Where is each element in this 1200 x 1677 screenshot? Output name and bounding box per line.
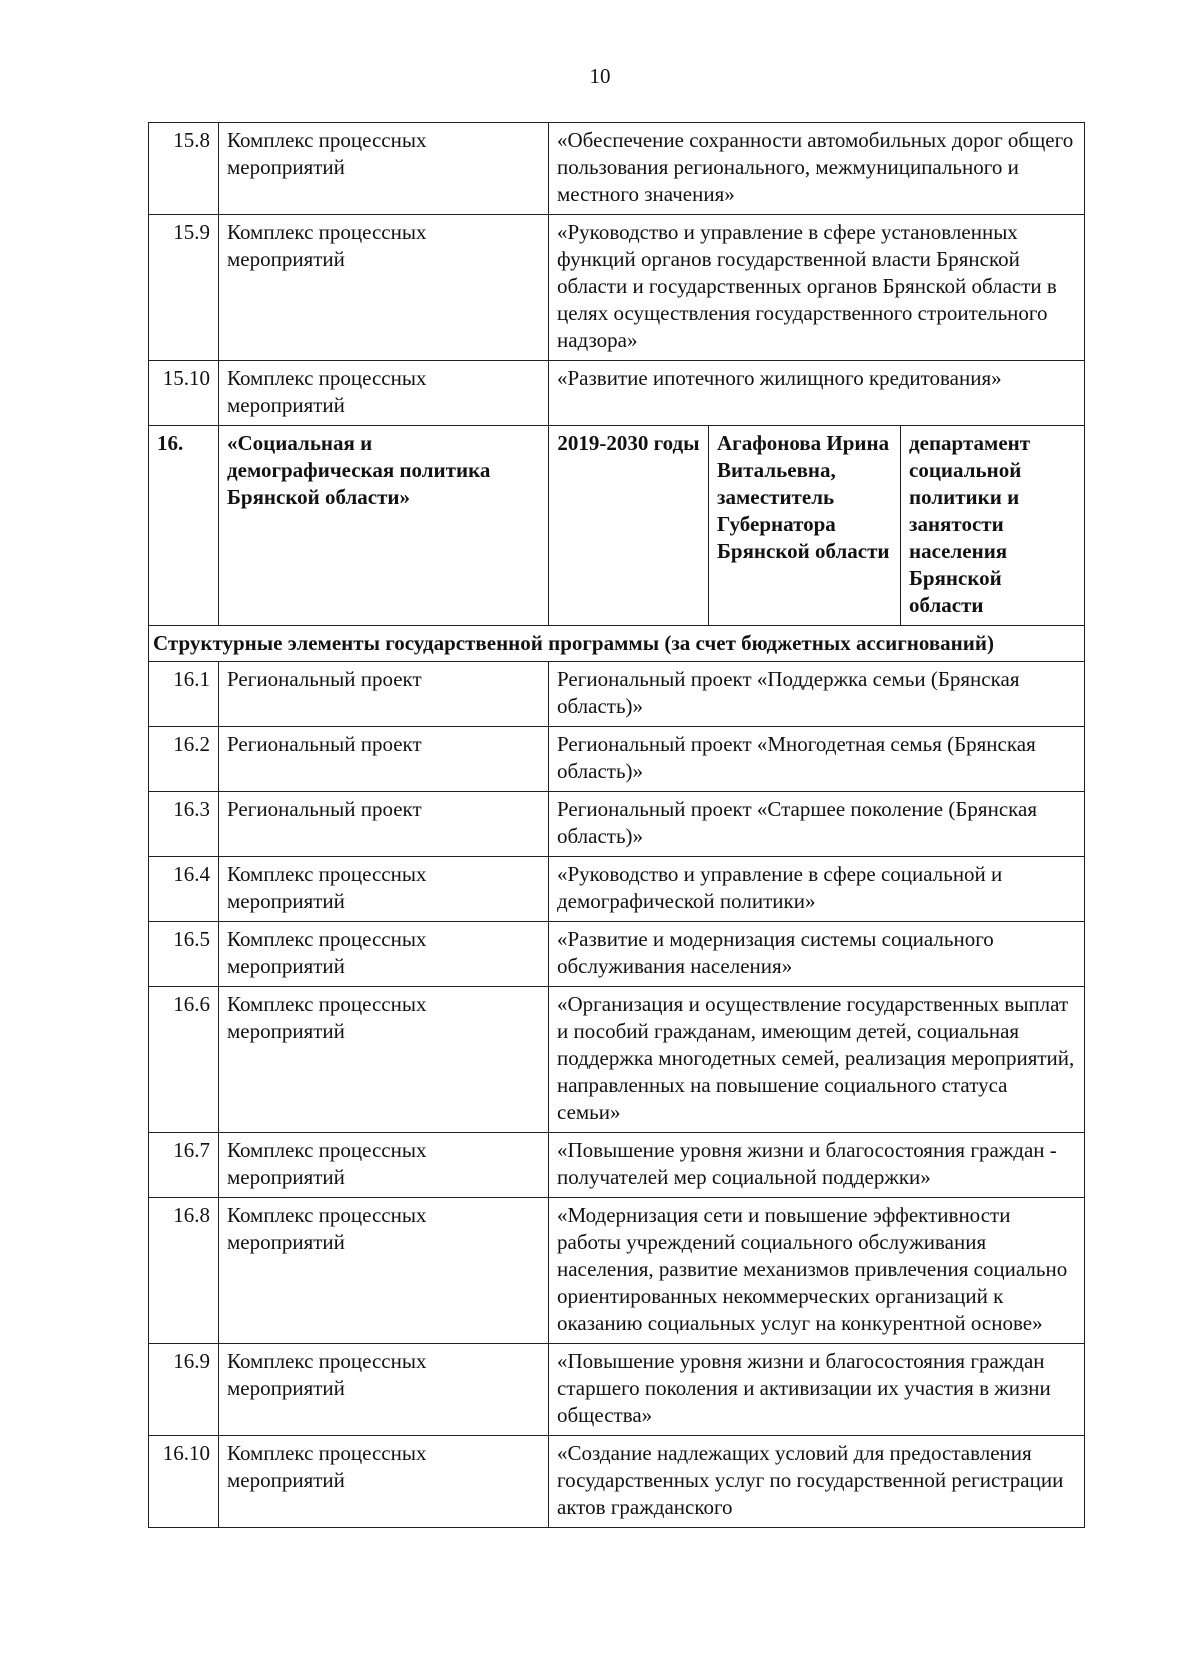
row-number: 16.1 [149, 662, 219, 727]
row-number: 16.10 [149, 1436, 219, 1528]
table-row [149, 987, 1085, 1133]
row-number: 15.8 [149, 123, 219, 215]
row-description: Региональный проект «Старшее поколение (Брянская область)» [549, 792, 1085, 857]
program-block [149, 426, 1085, 662]
row-type: Комплекс процессных мероприятий [219, 1436, 549, 1528]
row-type: Региональный проект [219, 662, 549, 727]
row-description: Региональный проект «Многодетная семья (Брянская область)» [549, 727, 1085, 792]
table-row [149, 1436, 1085, 1528]
row-number: 16.2 [149, 727, 219, 792]
table-row [149, 792, 1085, 857]
row-type: Комплекс процессных мероприятий [219, 987, 549, 1133]
row-number: 16.6 [149, 987, 219, 1133]
rows-top [149, 123, 1085, 426]
table-row [149, 857, 1085, 922]
row-number: 16.3 [149, 792, 219, 857]
row-description: «Руководство и управление в сфере социальной и демографической политики» [549, 857, 1085, 922]
row-description: «Организация и осуществление государственных выплат и пособий гражданам, имеющим детей, социальная поддержка многодетных семей, реализация мероприятий, направленных на повышение социального статуса семьи» [549, 987, 1085, 1133]
row-type: Комплекс процессных мероприятий [219, 1198, 549, 1344]
row-number: 15.10 [149, 361, 219, 426]
program-name: «Социальная и демографическая политика Брянской области» [219, 426, 549, 626]
row-description: «Повышение уровня жизни и благосостояния граждан старшего поколения и активизации их участия в жизни общества» [549, 1344, 1085, 1436]
table-row [149, 1198, 1085, 1344]
table-row [149, 1344, 1085, 1436]
row-type: Региональный проект [219, 792, 549, 857]
row-number: 16.8 [149, 1198, 219, 1344]
row-description: «Развитие ипотечного жилищного кредитования» [549, 361, 1085, 426]
row-type: Комплекс процессных мероприятий [219, 361, 549, 426]
program-executor: департамент социальной политики и занятости населения Брянской области [901, 426, 1085, 626]
table-row [149, 922, 1085, 987]
row-description: «Модернизация сети и повышение эффективности работы учреждений социального обслуживания населения, развитие механизмов привлечения социально ориентированных некоммерческих организаций к оказанию социальных услуг на конкурентной основе» [549, 1198, 1085, 1344]
table-row [149, 215, 1085, 361]
table-row [149, 1133, 1085, 1198]
row-type: Комплекс процессных мероприятий [219, 857, 549, 922]
section-title: Структурные элементы государственной программы (за счет бюджетных ассигнований) [149, 626, 1085, 662]
row-description: Региональный проект «Поддержка семьи (Брянская область)» [549, 662, 1085, 727]
table-row [149, 361, 1085, 426]
row-type: Региональный проект [219, 727, 549, 792]
page-number: 10 [589, 64, 611, 88]
row-number: 16.9 [149, 1344, 219, 1436]
row-description: «Обеспечение сохранности автомобильных дорог общего пользования регионального, межмуниципального и местного значения» [549, 123, 1085, 215]
row-type: Комплекс процессных мероприятий [219, 123, 549, 215]
row-number: 15.9 [149, 215, 219, 361]
table-row [149, 123, 1085, 215]
row-type: Комплекс процессных мероприятий [219, 1344, 549, 1436]
rows-bottom [149, 662, 1085, 1528]
row-description: «Руководство и управление в сфере установленных функций органов государственной власти Брянской области и государственных органов Брянской области в целях осуществления государственного строительного надзора» [549, 215, 1085, 361]
section-row [149, 626, 1085, 662]
program-curator: Агафонова Ирина Витальевна, заместитель Губернатора Брянской области [709, 426, 901, 626]
row-number: 16.7 [149, 1133, 219, 1198]
row-type: Комплекс процессных мероприятий [219, 1133, 549, 1198]
row-type: Комплекс процессных мероприятий [219, 215, 549, 361]
program-period: 2019-2030 годы [549, 426, 709, 626]
row-description: «Создание надлежащих условий для предоставления государственных услуг по государственной регистрации актов гражданского [549, 1436, 1085, 1528]
program-row [149, 426, 1085, 626]
program-number: 16. [149, 426, 219, 626]
row-description: «Повышение уровня жизни и благосостояния граждан - получателей мер социальной поддержки» [549, 1133, 1085, 1198]
program-table [148, 122, 1085, 1528]
row-number: 16.4 [149, 857, 219, 922]
row-type: Комплекс процессных мероприятий [219, 922, 549, 987]
table-row [149, 662, 1085, 727]
row-number: 16.5 [149, 922, 219, 987]
table-row [149, 727, 1085, 792]
row-description: «Развитие и модернизация системы социального обслуживания населения» [549, 922, 1085, 987]
